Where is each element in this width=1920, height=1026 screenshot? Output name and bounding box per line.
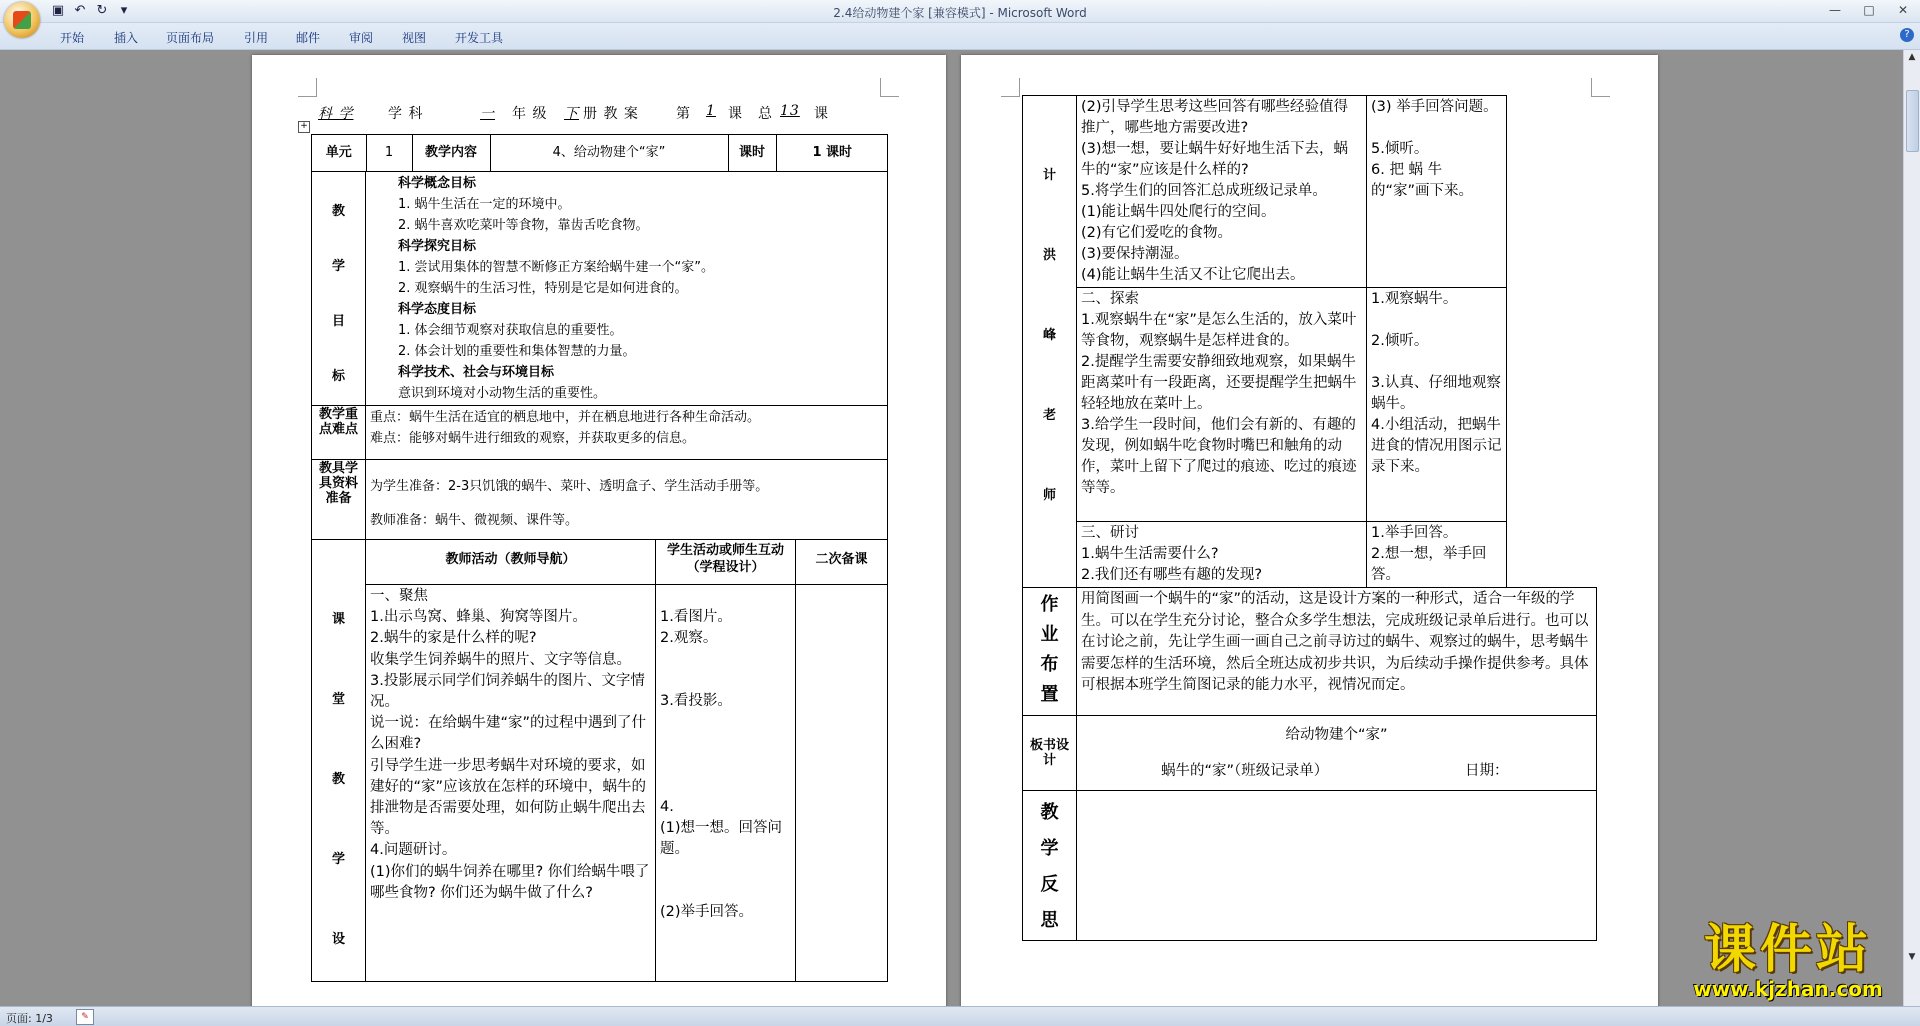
tab-view[interactable]: 视图 (402, 31, 427, 45)
save-icon[interactable]: ▣ (51, 3, 65, 18)
tab-review[interactable]: 审阅 (349, 31, 374, 45)
crop-mark (298, 78, 317, 97)
process-label: 课 堂 教 学 设 (312, 540, 366, 982)
office-button[interactable] (4, 2, 40, 38)
homework-label: 作 业 布 置 (1023, 588, 1077, 716)
homework-content: 用简图画一个蜗牛的“家”的活动，这是设计方案的一种形式，适合一年级的学生。可以在学生充分讨论，整合众多学生想法，完成班级记录单后进行。也可以在讨论之前，先让学生画一画自己之前寻访过的蜗牛、观察过的蜗牛，思考蜗牛需要怎样的生活环境，然后全班达成初步共识，为后续动手操作提供参考。具体可根据本班学生简图记录的能力水平，视情况而定。 (1077, 588, 1597, 716)
board-design-content (1077, 716, 1597, 791)
scroll-up-icon[interactable]: ▲ (1908, 52, 1916, 62)
unit-value: 1 (366, 135, 412, 171)
second-prep-content[interactable] (796, 584, 888, 981)
key-points-content: 重点：蜗牛生活在适宜的栖息地中，并在栖息地进行各种生命活动。 难点：能够对蜗牛进行细致的观察，并获取更多的信息。 (366, 406, 888, 460)
tab-mailings[interactable]: 邮件 (296, 31, 321, 45)
teacher-activity-content-2: (2)引导学生思考这些回答有哪些经验值得推广，哪些地方需要改进? (3)想一想，要让蜗牛好好地生活下去，蜗牛的“家”应该是什么样的? 5.将学生们的回答汇总成班级记录单。 (1)能让蜗牛四处爬行的空间。 (2)有它们爱吃的食物。 (3)要保持潮湿。 (4)能让蜗牛生活又不让它爬出去。 (1077, 96, 1367, 288)
total-prefix: 总 (758, 106, 773, 122)
proofing-icon[interactable]: ✎ (76, 1009, 94, 1025)
materials-content: 为学生准备：2-3只饥饿的蜗牛、菜叶、透明盒子、学生活动手册等。 教师准备：蜗牛、微视频、课件等。 (366, 460, 888, 540)
key-points-label: 教学重点难点 (312, 406, 366, 460)
materials-label: 教具学具资料准备 (312, 460, 366, 540)
tab-developer[interactable]: 开发工具 (455, 31, 504, 45)
site-watermark (1668, 922, 1908, 1002)
status-bar (0, 1006, 1920, 1026)
lesson-plan-table (311, 134, 888, 982)
reflection-label: 教 学 反 思 (1023, 791, 1077, 941)
plan-teacher-label: 计 洪 峰 老 师 (1023, 96, 1077, 588)
lesson-plan-table-page2 (1022, 95, 1597, 941)
content-value: 4、给动物建个“家” (490, 135, 728, 171)
lesson-no-label: 课 (728, 106, 743, 122)
scroll-down-icon[interactable]: ▼ (1908, 952, 1916, 962)
lesson-no-prefix: 第 (676, 106, 691, 122)
student-activity-header: 学生活动或师生互动（学程设计） (656, 540, 796, 585)
vertical-scrollbar[interactable] (1903, 50, 1920, 1006)
subject-label: 学 科 (388, 106, 424, 122)
total-fill: 13 (780, 103, 800, 119)
undo-icon[interactable]: ↶ (74, 3, 86, 18)
page-indicator[interactable]: 页面: 1/3 (6, 1012, 53, 1025)
second-prep-header: 二次备课 (796, 540, 888, 585)
watermark-text: 课件站 (1703, 920, 1872, 980)
teacher-explore-content: 二、探索 1.观察蜗牛在“家”是怎么生活的，放入菜叶等食物，观察蜗牛是怎样进食的。 2.提醒学生需要安静细致地观察，如果蜗牛距离菜叶有一段距离，还要提醒学生把蜗牛轻轻地放在菜叶上。 3.给学生一段时间，他们会有新的、有趣的发现，例如蜗牛吃食物时嘴巴和触角的动作，菜叶上留下了爬过的痕迹、吃过的痕迹等等。 (1077, 288, 1367, 522)
grade-label: 年 级 (512, 106, 548, 122)
subject-fill: 科 学 (318, 106, 354, 122)
customize-icon[interactable]: ▾ (120, 3, 128, 18)
student-activity-content: 1.看图片。 2.观察。 3.看投影。 4. (1)想一想。回答问题。 (2)举手回答。 (656, 584, 796, 981)
board-date: 日期： (1465, 763, 1509, 779)
volume-label: 册 教 案 (583, 106, 639, 122)
student-explore-content: 1.观察蜗牛。 2.倾听。 3.认真、仔细地观察蜗牛。 4.小组活动，把蜗牛进食的情况用图示记录下来。 (1367, 288, 1507, 522)
window-title: 2.4给动物建个家 [兼容模式] - Microsoft Word (833, 6, 1087, 20)
volume-fill: 下 (564, 106, 579, 122)
tab-references[interactable]: 引用 (244, 31, 269, 45)
board-title: 给动物建个“家” (1285, 727, 1388, 743)
board-design-label: 板书设计 (1023, 716, 1077, 791)
goals-label: 教 学 目 标 (312, 172, 366, 406)
crop-mark (880, 78, 899, 97)
help-icon[interactable]: ? (1900, 28, 1914, 42)
hours-label: 课时 (728, 135, 776, 171)
tab-home[interactable]: 开始 (60, 31, 85, 45)
board-record: 蜗牛的“家”（班级记录单） (1161, 763, 1329, 779)
student-activity-content-2: (3) 举手回答问题。 5.倾听。 6. 把 蜗 牛 的“家”画下来。 (1367, 96, 1507, 288)
second-prep-content-2[interactable] (1507, 96, 1597, 588)
reflection-content[interactable] (1077, 791, 1597, 941)
maximize-icon[interactable]: □ (1863, 3, 1875, 17)
redo-icon[interactable]: ↻ (96, 3, 108, 18)
ribbon-tab-bar (0, 23, 1920, 50)
total-label: 课 (814, 106, 829, 122)
scroll-thumb[interactable] (1906, 90, 1919, 152)
unit-row (312, 135, 888, 172)
student-discuss-content: 1.举手回答。 2.想一想，举手回答。 (1367, 522, 1507, 588)
unit-label: 单元 (312, 135, 366, 171)
crop-mark (1001, 78, 1020, 97)
tab-insert[interactable]: 插入 (114, 31, 139, 45)
window-controls (1824, 2, 1914, 18)
minimize-icon[interactable]: — (1829, 3, 1841, 17)
content-label: 教学内容 (412, 135, 490, 171)
grade-fill: 一 (480, 106, 495, 122)
tab-page-layout[interactable]: 页面布局 (166, 31, 215, 45)
teacher-activity-content: 一、聚焦 1.出示鸟窝、蜂巢、狗窝等图片。 2.蜗牛的家是什么样的呢? 收集学生饲养蜗牛的照片、文字等信息。 3.投影展示同学们饲养蜗牛的图片、文字情况。 说一说：在给蜗牛建“家”的过程中遇到了什么困难? 引导学生进一步思考蜗牛对环境的要求，如建好的“家”应该放在怎样的环境中，蜗牛的排泄物是否需要处理，如何防止蜗牛爬出去等。 4.问题研讨。 (1)你们的蜗牛饲养在哪里? 你们给蜗牛喂了哪些食物? 你们还为蜗牛做了什么? (366, 584, 656, 981)
close-icon[interactable]: ✕ (1897, 3, 1909, 17)
title-bar (0, 0, 1920, 23)
watermark-url: www.kjzhan.com (1693, 977, 1883, 1001)
table-move-handle-icon[interactable]: + (298, 121, 310, 133)
hours-value: 1 课时 (812, 145, 853, 160)
teacher-discuss-content: 三、研讨 1.蜗牛生活需要什么? 2.我们还有哪些有趣的发现? (1077, 522, 1367, 588)
goals-content: 科学概念目标 1. 蜗牛生活在一定的环境中。 2. 蜗牛喜欢吃菜叶等食物，靠齿舌吃食物。 科学探究目标 1. 尝试用集体的智慧不断修正方案给蜗牛建一个“家”。 2. 观察蜗牛的生活习性，特别是它是如何进食的。 科学态度目标 1. 体会细节观察对获取信息的重要性。 2. 体会计划的重要性和集体智慧的力量。 科学技术、社会与环境目标 意识到环境对小动物生活的重要性。 (366, 172, 888, 406)
lesson-no-fill: 1 (706, 103, 716, 119)
office-logo-icon (13, 11, 31, 29)
teacher-activity-header: 教师活动（教师导航） (366, 540, 656, 585)
